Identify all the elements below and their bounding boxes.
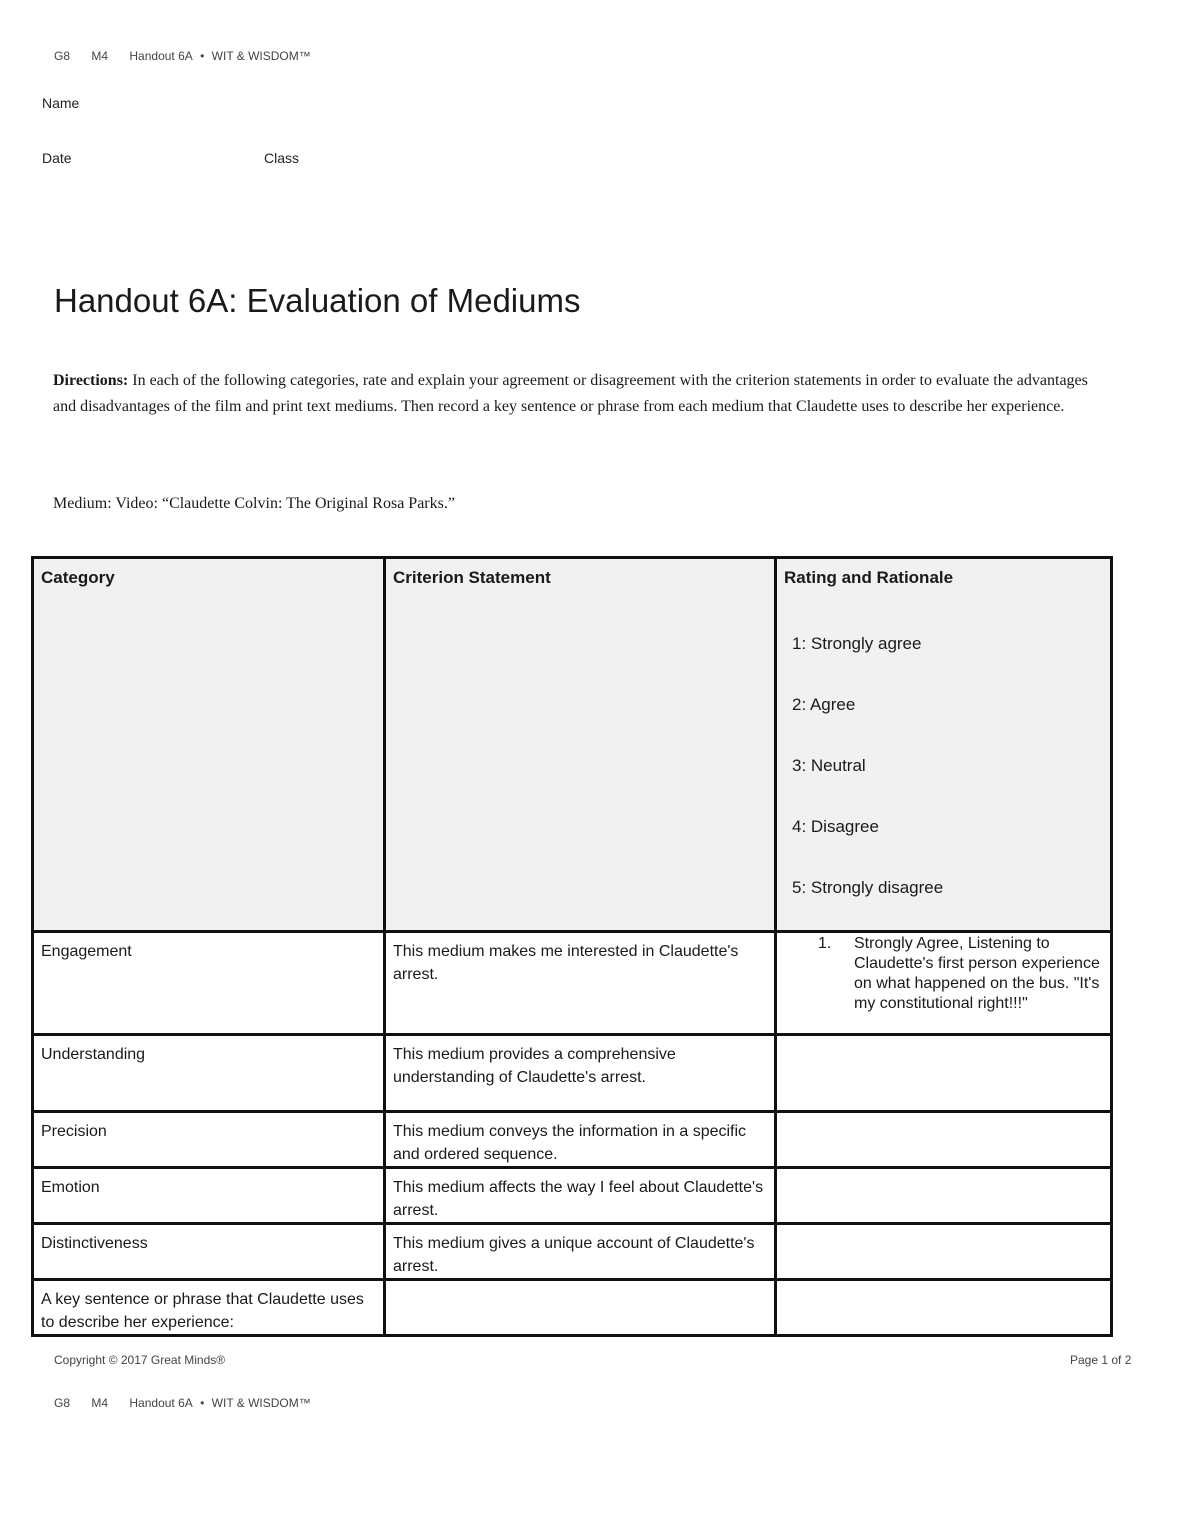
- category-cell: A key sentence or phrase that Claudette uses to describe her experience:: [33, 1280, 385, 1336]
- response-text: Strongly Agree, Listening to Claudette's first person experience on what happened on the bus. "It's my constitutional right!!!": [854, 935, 1100, 1012]
- separator-dot: •: [200, 49, 205, 63]
- evaluation-table: [31, 556, 1113, 1337]
- copyright: Copyright © 2017 Great Minds®: [54, 1353, 226, 1367]
- response-cell[interactable]: [776, 1280, 1112, 1336]
- brand-label: WIT & WISDOM™: [211, 1396, 311, 1410]
- page-title: Handout 6A: Evaluation of Mediums: [54, 282, 581, 319]
- directions-text: In each of the following categories, rate and explain your agreement or disagreement with the criterion statements in order to evaluate the advantages and disadvantages of the film and print text mediums. Then record a key sentence or phrase from each medium that Claudette uses to describe her experience.: [53, 372, 1088, 415]
- category-cell: Distinctiveness: [33, 1224, 385, 1280]
- table-row: [33, 1224, 1112, 1280]
- response-number: 1.: [818, 935, 832, 952]
- separator-dot: •: [200, 1396, 205, 1410]
- response-cell[interactable]: [776, 932, 1112, 1035]
- category-cell: Engagement: [33, 932, 385, 1035]
- criterion-cell: This medium gives a unique account of Claudette's arrest.: [385, 1224, 776, 1280]
- response-item: [818, 934, 1103, 1014]
- header-rating: [776, 558, 1112, 932]
- name-label: Name: [42, 95, 80, 111]
- grade-label: G8: [54, 49, 71, 63]
- grade-label: G8: [54, 1396, 71, 1410]
- handout-label: Handout 6A: [129, 1396, 193, 1410]
- scale-item: 5: Strongly disagree: [792, 878, 944, 897]
- medium-line: Medium: Video: “Claudette Colvin: The Original Rosa Parks.”: [53, 495, 455, 512]
- scale-item: 1: Strongly agree: [792, 634, 922, 653]
- response-cell[interactable]: [776, 1168, 1112, 1224]
- page-header: [54, 49, 329, 63]
- module-label: M4: [91, 1396, 109, 1410]
- table-row: [33, 1168, 1112, 1224]
- table-row: [33, 1035, 1112, 1112]
- brand-label: WIT & WISDOM™: [211, 49, 311, 63]
- scale-item: 3: Neutral: [792, 756, 866, 775]
- scale-item: 4: Disagree: [792, 817, 879, 836]
- scale-item: 2: Agree: [792, 695, 856, 714]
- category-cell: Precision: [33, 1112, 385, 1168]
- criterion-cell: This medium affects the way I feel about Claudette's arrest.: [385, 1168, 776, 1224]
- header-category: Category: [33, 558, 385, 932]
- directions-label: Directions:: [53, 372, 129, 389]
- page-number: Page 1 of 2: [1070, 1353, 1132, 1367]
- criterion-cell: This medium conveys the information in a specific and ordered sequence.: [385, 1112, 776, 1168]
- table-row: [33, 1112, 1112, 1168]
- criterion-cell[interactable]: [385, 1280, 776, 1336]
- date-label: Date: [42, 150, 72, 166]
- module-label: M4: [91, 49, 109, 63]
- header-rating-label: Rating and Rationale: [784, 568, 954, 587]
- response-list: [784, 934, 1103, 1014]
- page-header-repeat: [54, 1396, 329, 1410]
- table-header-row: [33, 558, 1112, 932]
- response-cell[interactable]: [776, 1112, 1112, 1168]
- category-cell: Understanding: [33, 1035, 385, 1112]
- table-row: [33, 1280, 1112, 1336]
- response-cell[interactable]: [776, 1035, 1112, 1112]
- handout-label: Handout 6A: [129, 49, 193, 63]
- directions: [53, 368, 1113, 420]
- response-cell[interactable]: [776, 1224, 1112, 1280]
- criterion-cell: This medium provides a comprehensive understanding of Claudette's arrest.: [385, 1035, 776, 1112]
- class-label: Class: [264, 150, 300, 166]
- rating-scale: [784, 625, 1103, 930]
- table-row: [33, 932, 1112, 1035]
- criterion-cell: This medium makes me interested in Claudette's arrest.: [385, 932, 776, 1035]
- category-cell: Emotion: [33, 1168, 385, 1224]
- header-criterion: Criterion Statement: [385, 558, 776, 932]
